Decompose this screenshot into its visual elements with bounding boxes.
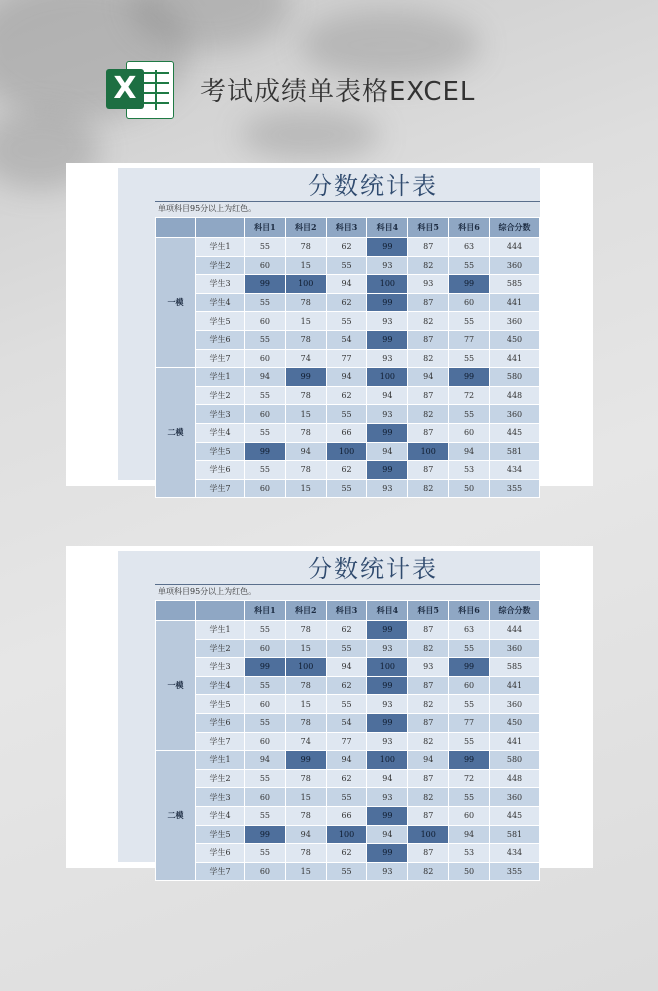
score-cell: 60 — [245, 862, 286, 881]
student-name: 学生5 — [196, 825, 245, 844]
column-header: 科目6 — [449, 218, 490, 238]
score-cell: 99 — [245, 825, 286, 844]
student-name: 学生2 — [196, 256, 245, 275]
score-cell: 55 — [245, 330, 286, 349]
score-cell: 77 — [326, 349, 367, 368]
score-cell: 55 — [326, 312, 367, 331]
column-header: 科目3 — [326, 218, 367, 238]
score-cell: 60 — [245, 405, 286, 424]
score-cell: 55 — [245, 621, 286, 640]
score-cell: 100 — [285, 658, 326, 677]
score-cell: 15 — [285, 639, 326, 658]
table-row — [156, 256, 540, 275]
score-cell: 87 — [408, 621, 449, 640]
total-score: 441 — [490, 349, 540, 368]
total-score: 360 — [490, 405, 540, 424]
score-cell: 93 — [367, 405, 408, 424]
score-cell: 94 — [367, 442, 408, 461]
table-row — [156, 330, 540, 349]
table-row — [156, 423, 540, 442]
score-cell: 78 — [285, 676, 326, 695]
sheet-preview-card — [66, 546, 593, 877]
score-cell: 99 — [367, 676, 408, 695]
student-name: 学生3 — [196, 788, 245, 807]
total-score: 444 — [490, 238, 540, 257]
sheet-area — [118, 551, 540, 877]
score-cell: 72 — [449, 769, 490, 788]
score-cell: 78 — [285, 423, 326, 442]
sheet-preview-card — [66, 163, 593, 494]
score-cell: 55 — [326, 639, 367, 658]
score-cell: 82 — [408, 479, 449, 498]
total-score: 360 — [490, 788, 540, 807]
total-score: 434 — [490, 461, 540, 480]
table-row — [156, 713, 540, 732]
score-cell: 60 — [449, 423, 490, 442]
sheet-note: 单项科目95分以上为红色。 — [158, 204, 257, 213]
total-score: 448 — [490, 386, 540, 405]
score-cell: 94 — [326, 751, 367, 770]
score-cell: 60 — [245, 479, 286, 498]
column-header: 科目1 — [245, 218, 286, 238]
student-name: 学生6 — [196, 713, 245, 732]
score-cell: 60 — [245, 639, 286, 658]
score-cell: 94 — [326, 368, 367, 387]
table-row — [156, 479, 540, 498]
sheet-note: 单项科目95分以上为红色。 — [158, 587, 257, 596]
score-cell: 99 — [245, 442, 286, 461]
score-cell: 15 — [285, 695, 326, 714]
score-cell: 15 — [285, 788, 326, 807]
score-cell: 94 — [245, 368, 286, 387]
table-row — [156, 461, 540, 480]
score-cell: 99 — [367, 423, 408, 442]
score-cell: 93 — [408, 658, 449, 677]
total-score: 450 — [490, 330, 540, 349]
score-cell: 99 — [245, 275, 286, 294]
score-cell: 55 — [245, 461, 286, 480]
student-name: 学生2 — [196, 386, 245, 405]
column-header: 科目2 — [285, 218, 326, 238]
score-cell: 82 — [408, 862, 449, 881]
student-name: 学生7 — [196, 862, 245, 881]
score-cell: 78 — [285, 386, 326, 405]
column-header: 综合分数 — [490, 218, 540, 238]
student-name: 学生3 — [196, 405, 245, 424]
score-cell: 78 — [285, 330, 326, 349]
score-cell: 62 — [326, 676, 367, 695]
score-cell: 94 — [367, 825, 408, 844]
student-name: 学生6 — [196, 330, 245, 349]
column-header: 科目4 — [367, 601, 408, 621]
table-row — [156, 806, 540, 825]
page-title: 考试成绩单表格EXCEL — [200, 76, 476, 107]
exam-group-label: 一模 — [156, 238, 196, 368]
column-header: 科目5 — [408, 601, 449, 621]
score-cell: 99 — [367, 713, 408, 732]
excel-logo-icon — [104, 57, 174, 121]
column-header: 科目3 — [326, 601, 367, 621]
score-cell: 55 — [245, 423, 286, 442]
score-cell: 55 — [449, 732, 490, 751]
exam-group-label: 一模 — [156, 621, 196, 751]
score-cell: 55 — [449, 639, 490, 658]
score-cell: 94 — [449, 442, 490, 461]
score-cell: 82 — [408, 695, 449, 714]
score-cell: 55 — [326, 479, 367, 498]
title-divider — [155, 584, 540, 585]
score-cell: 93 — [367, 479, 408, 498]
score-cell: 100 — [326, 825, 367, 844]
student-name: 学生1 — [196, 621, 245, 640]
score-cell: 15 — [285, 405, 326, 424]
score-cell: 82 — [408, 788, 449, 807]
score-cell: 74 — [285, 732, 326, 751]
score-cell: 60 — [245, 349, 286, 368]
score-cell: 60 — [245, 312, 286, 331]
score-cell: 94 — [449, 825, 490, 844]
score-cell: 55 — [449, 405, 490, 424]
score-cell: 62 — [326, 238, 367, 257]
score-cell: 100 — [408, 825, 449, 844]
score-cell: 55 — [326, 256, 367, 275]
sheet-title: 分数统计表 — [308, 555, 438, 583]
table-row — [156, 442, 540, 461]
student-name: 学生5 — [196, 695, 245, 714]
score-cell: 78 — [285, 621, 326, 640]
total-score: 434 — [490, 844, 540, 863]
table-row — [156, 621, 540, 640]
score-cell: 60 — [245, 695, 286, 714]
score-cell: 94 — [367, 769, 408, 788]
score-cell: 87 — [408, 386, 449, 405]
score-cell: 99 — [367, 844, 408, 863]
sheet-area — [118, 168, 540, 494]
score-cell: 87 — [408, 293, 449, 312]
score-cell: 55 — [326, 788, 367, 807]
score-cell: 82 — [408, 256, 449, 275]
score-cell: 93 — [408, 275, 449, 294]
student-name: 学生6 — [196, 461, 245, 480]
total-score: 585 — [490, 275, 540, 294]
score-cell: 62 — [326, 386, 367, 405]
student-name: 学生4 — [196, 806, 245, 825]
score-cell: 99 — [285, 368, 326, 387]
score-cell: 50 — [449, 862, 490, 881]
table-header-row — [156, 218, 540, 238]
total-score: 360 — [490, 256, 540, 275]
exam-group-label: 二模 — [156, 368, 196, 498]
student-name: 学生3 — [196, 658, 245, 677]
total-score: 441 — [490, 676, 540, 695]
score-cell: 15 — [285, 862, 326, 881]
score-cell: 66 — [326, 423, 367, 442]
column-header: 科目5 — [408, 218, 449, 238]
total-score: 360 — [490, 312, 540, 331]
score-cell: 93 — [367, 695, 408, 714]
score-cell: 15 — [285, 256, 326, 275]
score-cell: 60 — [449, 676, 490, 695]
score-cell: 78 — [285, 806, 326, 825]
total-score: 581 — [490, 442, 540, 461]
column-header: 科目1 — [245, 601, 286, 621]
table-row — [156, 695, 540, 714]
score-cell: 99 — [367, 806, 408, 825]
table-row — [156, 368, 540, 387]
score-cell: 94 — [408, 368, 449, 387]
score-cell: 78 — [285, 844, 326, 863]
score-cell: 100 — [285, 275, 326, 294]
column-header: 科目4 — [367, 218, 408, 238]
total-score: 355 — [490, 862, 540, 881]
student-name: 学生6 — [196, 844, 245, 863]
exam-group-label: 二模 — [156, 751, 196, 881]
score-cell: 74 — [285, 349, 326, 368]
column-header — [196, 601, 245, 621]
score-cell: 60 — [245, 256, 286, 275]
score-cell: 60 — [449, 293, 490, 312]
total-score: 585 — [490, 658, 540, 677]
table-row — [156, 862, 540, 881]
score-cell: 55 — [449, 312, 490, 331]
column-header: 综合分数 — [490, 601, 540, 621]
total-score: 445 — [490, 423, 540, 442]
score-cell: 60 — [245, 788, 286, 807]
score-cell: 60 — [449, 806, 490, 825]
student-name: 学生4 — [196, 293, 245, 312]
total-score: 444 — [490, 621, 540, 640]
total-score: 441 — [490, 293, 540, 312]
score-cell: 77 — [326, 732, 367, 751]
score-cell: 99 — [449, 658, 490, 677]
score-cell: 87 — [408, 844, 449, 863]
score-cell: 55 — [245, 293, 286, 312]
column-header: 科目2 — [285, 601, 326, 621]
score-cell: 55 — [326, 405, 367, 424]
total-score: 445 — [490, 806, 540, 825]
student-name: 学生1 — [196, 368, 245, 387]
table-row — [156, 769, 540, 788]
score-cell: 55 — [245, 676, 286, 695]
column-header — [156, 601, 196, 621]
score-cell: 78 — [285, 238, 326, 257]
score-cell: 87 — [408, 676, 449, 695]
score-cell: 82 — [408, 732, 449, 751]
score-cell: 93 — [367, 639, 408, 658]
score-cell: 94 — [285, 442, 326, 461]
table-row — [156, 405, 540, 424]
student-name: 学生5 — [196, 442, 245, 461]
score-cell: 87 — [408, 713, 449, 732]
student-name: 学生4 — [196, 676, 245, 695]
table-row — [156, 349, 540, 368]
student-name: 学生7 — [196, 479, 245, 498]
score-cell: 99 — [449, 275, 490, 294]
score-table — [155, 217, 540, 498]
score-cell: 55 — [449, 788, 490, 807]
score-cell: 82 — [408, 349, 449, 368]
table-row — [156, 639, 540, 658]
student-name: 学生1 — [196, 751, 245, 770]
total-score: 360 — [490, 695, 540, 714]
student-name: 学生4 — [196, 423, 245, 442]
score-cell: 87 — [408, 330, 449, 349]
score-cell: 94 — [326, 275, 367, 294]
score-cell: 93 — [367, 732, 408, 751]
score-cell: 99 — [367, 461, 408, 480]
total-score: 360 — [490, 639, 540, 658]
score-cell: 93 — [367, 862, 408, 881]
score-cell: 94 — [285, 825, 326, 844]
sheet-title: 分数统计表 — [308, 172, 438, 200]
score-cell: 93 — [367, 256, 408, 275]
table-row — [156, 312, 540, 331]
table-row — [156, 732, 540, 751]
score-cell: 99 — [367, 293, 408, 312]
score-cell: 82 — [408, 405, 449, 424]
score-cell: 77 — [449, 713, 490, 732]
score-cell: 63 — [449, 621, 490, 640]
score-cell: 62 — [326, 461, 367, 480]
score-table — [155, 600, 540, 881]
score-cell: 78 — [285, 293, 326, 312]
score-cell: 100 — [408, 442, 449, 461]
score-cell: 55 — [245, 806, 286, 825]
score-cell: 100 — [326, 442, 367, 461]
score-cell: 62 — [326, 769, 367, 788]
score-cell: 99 — [367, 621, 408, 640]
score-cell: 99 — [449, 368, 490, 387]
score-cell: 55 — [245, 844, 286, 863]
score-cell: 15 — [285, 479, 326, 498]
page-header — [104, 56, 475, 122]
score-cell: 87 — [408, 769, 449, 788]
score-cell: 99 — [449, 751, 490, 770]
excel-logo-letter: X — [106, 69, 144, 109]
title-divider — [155, 201, 540, 202]
total-score: 581 — [490, 825, 540, 844]
score-cell: 78 — [285, 461, 326, 480]
score-cell: 99 — [367, 330, 408, 349]
student-name: 学生2 — [196, 769, 245, 788]
score-cell: 55 — [245, 238, 286, 257]
student-name: 学生1 — [196, 238, 245, 257]
score-cell: 87 — [408, 806, 449, 825]
student-name: 学生2 — [196, 639, 245, 658]
score-cell: 99 — [285, 751, 326, 770]
student-name: 学生5 — [196, 312, 245, 331]
total-score: 448 — [490, 769, 540, 788]
table-row — [156, 386, 540, 405]
total-score: 580 — [490, 751, 540, 770]
score-cell: 100 — [367, 368, 408, 387]
score-cell: 78 — [285, 713, 326, 732]
score-cell: 93 — [367, 349, 408, 368]
total-score: 441 — [490, 732, 540, 751]
score-cell: 53 — [449, 844, 490, 863]
score-cell: 82 — [408, 312, 449, 331]
score-cell: 87 — [408, 461, 449, 480]
score-cell: 50 — [449, 479, 490, 498]
score-cell: 94 — [326, 658, 367, 677]
score-cell: 55 — [326, 695, 367, 714]
total-score: 355 — [490, 479, 540, 498]
score-cell: 99 — [367, 238, 408, 257]
table-header-row — [156, 601, 540, 621]
score-cell: 72 — [449, 386, 490, 405]
score-cell: 55 — [449, 256, 490, 275]
score-cell: 54 — [326, 713, 367, 732]
score-cell: 82 — [408, 639, 449, 658]
score-cell: 100 — [367, 658, 408, 677]
table-row — [156, 825, 540, 844]
table-row — [156, 788, 540, 807]
score-cell: 55 — [245, 769, 286, 788]
student-name: 学生3 — [196, 275, 245, 294]
score-cell: 55 — [245, 386, 286, 405]
student-name: 学生7 — [196, 349, 245, 368]
score-cell: 87 — [408, 423, 449, 442]
table-row — [156, 658, 540, 677]
table-row — [156, 275, 540, 294]
score-cell: 77 — [449, 330, 490, 349]
table-row — [156, 238, 540, 257]
score-cell: 78 — [285, 769, 326, 788]
score-cell: 100 — [367, 275, 408, 294]
table-row — [156, 844, 540, 863]
score-cell: 94 — [245, 751, 286, 770]
total-score: 580 — [490, 368, 540, 387]
score-cell: 93 — [367, 312, 408, 331]
score-cell: 55 — [326, 862, 367, 881]
student-name: 学生7 — [196, 732, 245, 751]
score-cell: 87 — [408, 238, 449, 257]
score-cell: 93 — [367, 788, 408, 807]
score-cell: 62 — [326, 293, 367, 312]
score-cell: 62 — [326, 621, 367, 640]
score-cell: 55 — [449, 349, 490, 368]
score-cell: 94 — [408, 751, 449, 770]
table-row — [156, 293, 540, 312]
score-cell: 99 — [245, 658, 286, 677]
score-cell: 54 — [326, 330, 367, 349]
table-row — [156, 751, 540, 770]
score-cell: 55 — [449, 695, 490, 714]
score-cell: 62 — [326, 844, 367, 863]
score-cell: 100 — [367, 751, 408, 770]
column-header — [196, 218, 245, 238]
score-cell: 53 — [449, 461, 490, 480]
table-row — [156, 676, 540, 695]
score-cell: 55 — [245, 713, 286, 732]
score-cell: 66 — [326, 806, 367, 825]
score-cell: 60 — [245, 732, 286, 751]
score-cell: 94 — [367, 386, 408, 405]
column-header: 科目6 — [449, 601, 490, 621]
column-header — [156, 218, 196, 238]
score-cell: 15 — [285, 312, 326, 331]
total-score: 450 — [490, 713, 540, 732]
score-cell: 63 — [449, 238, 490, 257]
